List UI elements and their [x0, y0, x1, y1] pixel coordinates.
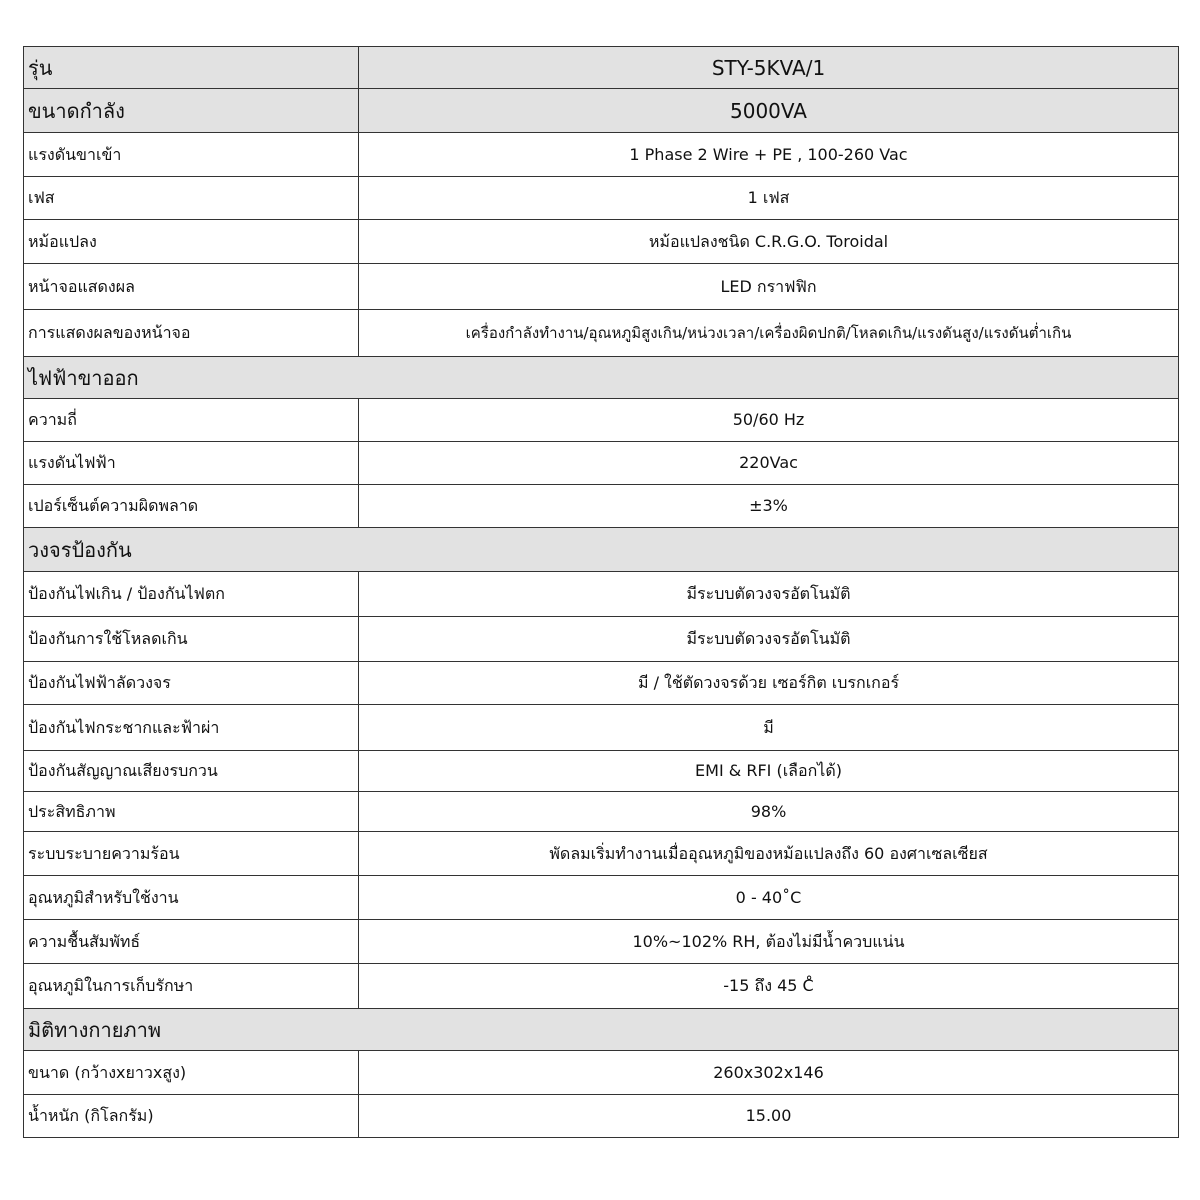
row-value: หม้อแปลงชนิด C.R.G.O. Toroidal	[359, 220, 1179, 264]
row-label: อุณหภูมิสำหรับใช้งาน	[24, 876, 359, 920]
row-label: ความชื้นสัมพัทธ์	[24, 920, 359, 964]
row-value: 10%~102% RH, ต้องไม่มีน้ำควบแน่น	[359, 920, 1179, 964]
row-label: เฟส	[24, 177, 359, 220]
row-label: อุณหภูมิในการเก็บรักษา	[24, 964, 359, 1009]
row-label: ป้องกันการใช้โหลดเกิน	[24, 617, 359, 662]
section-header-protection	[24, 528, 1179, 572]
spec-row	[24, 133, 1179, 177]
spec-row	[24, 705, 1179, 751]
spec-row	[24, 920, 1179, 964]
power-rating-row	[24, 89, 1179, 133]
model-label: รุ่น	[24, 47, 359, 89]
row-label: ป้องกันไฟเกิน / ป้องกันไฟตก	[24, 572, 359, 617]
section-title: ไฟฟ้าขาออก	[24, 357, 1179, 399]
row-value: 220Vac	[359, 442, 1179, 485]
row-value: 50/60 Hz	[359, 399, 1179, 442]
section-header-dimensions	[24, 1009, 1179, 1051]
spec-row	[24, 792, 1179, 832]
row-label: ประสิทธิภาพ	[24, 792, 359, 832]
spec-row	[24, 220, 1179, 264]
spec-row	[24, 264, 1179, 310]
model-value: STY-5KVA/1	[359, 47, 1179, 89]
spec-row	[24, 442, 1179, 485]
spec-table	[23, 46, 1179, 1138]
row-value: เครื่องกำลังทำงาน/อุณหภูมิสูงเกิน/หน่วงเวลา/เครื่องผิดปกติ/โหลดเกิน/แรงดันสูง/แรงดันต่ำเกิน	[359, 310, 1179, 357]
row-value: LED กราฟฟิก	[359, 264, 1179, 310]
row-label: ขนาด (กว้างxยาวxสูง)	[24, 1051, 359, 1095]
row-value: EMI & RFI (เลือกได้)	[359, 751, 1179, 792]
row-value: 98%	[359, 792, 1179, 832]
row-value: 5000VA	[359, 89, 1179, 133]
spec-row	[24, 876, 1179, 920]
spec-row	[24, 662, 1179, 705]
row-value: 15.00	[359, 1095, 1179, 1138]
spec-row	[24, 177, 1179, 220]
spec-row	[24, 310, 1179, 357]
spec-row	[24, 1095, 1179, 1138]
row-value: มี	[359, 705, 1179, 751]
spec-row	[24, 399, 1179, 442]
section-title: วงจรป้องกัน	[24, 528, 1179, 572]
spec-row	[24, 1051, 1179, 1095]
row-label: ป้องกันไฟกระชากและฟ้าผ่า	[24, 705, 359, 751]
spec-row	[24, 617, 1179, 662]
row-value: พัดลมเริ่มทำงานเมื่ออุณหภูมิของหม้อแปลงถึง 60 องศาเซลเซียส	[359, 832, 1179, 876]
row-label: ความถี่	[24, 399, 359, 442]
row-label: แรงดันขาเข้า	[24, 133, 359, 177]
row-value: 1 เฟส	[359, 177, 1179, 220]
row-value: -15 ถึง 45 C̊	[359, 964, 1179, 1009]
row-value: ±3%	[359, 485, 1179, 528]
section-header-output	[24, 357, 1179, 399]
spec-row	[24, 964, 1179, 1009]
row-value: มีระบบตัดวงจรอัตโนมัติ	[359, 617, 1179, 662]
spec-row	[24, 751, 1179, 792]
row-label: น้ำหนัก (กิโลกรัม)	[24, 1095, 359, 1138]
spec-row	[24, 832, 1179, 876]
row-label: ป้องกันไฟฟ้าลัดวงจร	[24, 662, 359, 705]
row-label: เปอร์เซ็นต์ความผิดพลาด	[24, 485, 359, 528]
row-label: การแสดงผลของหน้าจอ	[24, 310, 359, 357]
row-label: ขนาดกำลัง	[24, 89, 359, 133]
row-label: หน้าจอแสดงผล	[24, 264, 359, 310]
row-label: ระบบระบายความร้อน	[24, 832, 359, 876]
model-row	[24, 47, 1179, 89]
spec-row	[24, 485, 1179, 528]
section-title: มิติทางกายภาพ	[24, 1009, 1179, 1051]
row-label: หม้อแปลง	[24, 220, 359, 264]
row-value: 1 Phase 2 Wire + PE , 100-260 Vac	[359, 133, 1179, 177]
row-label: ป้องกันสัญญาณเสียงรบกวน	[24, 751, 359, 792]
row-value: มี / ใช้ตัดวงจรด้วย เซอร์กิต เบรกเกอร์	[359, 662, 1179, 705]
row-value: 0 - 40˚C	[359, 876, 1179, 920]
row-value: มีระบบตัดวงจรอัตโนมัติ	[359, 572, 1179, 617]
row-value: 260x302x146	[359, 1051, 1179, 1095]
spec-row	[24, 572, 1179, 617]
row-label: แรงดันไฟฟ้า	[24, 442, 359, 485]
